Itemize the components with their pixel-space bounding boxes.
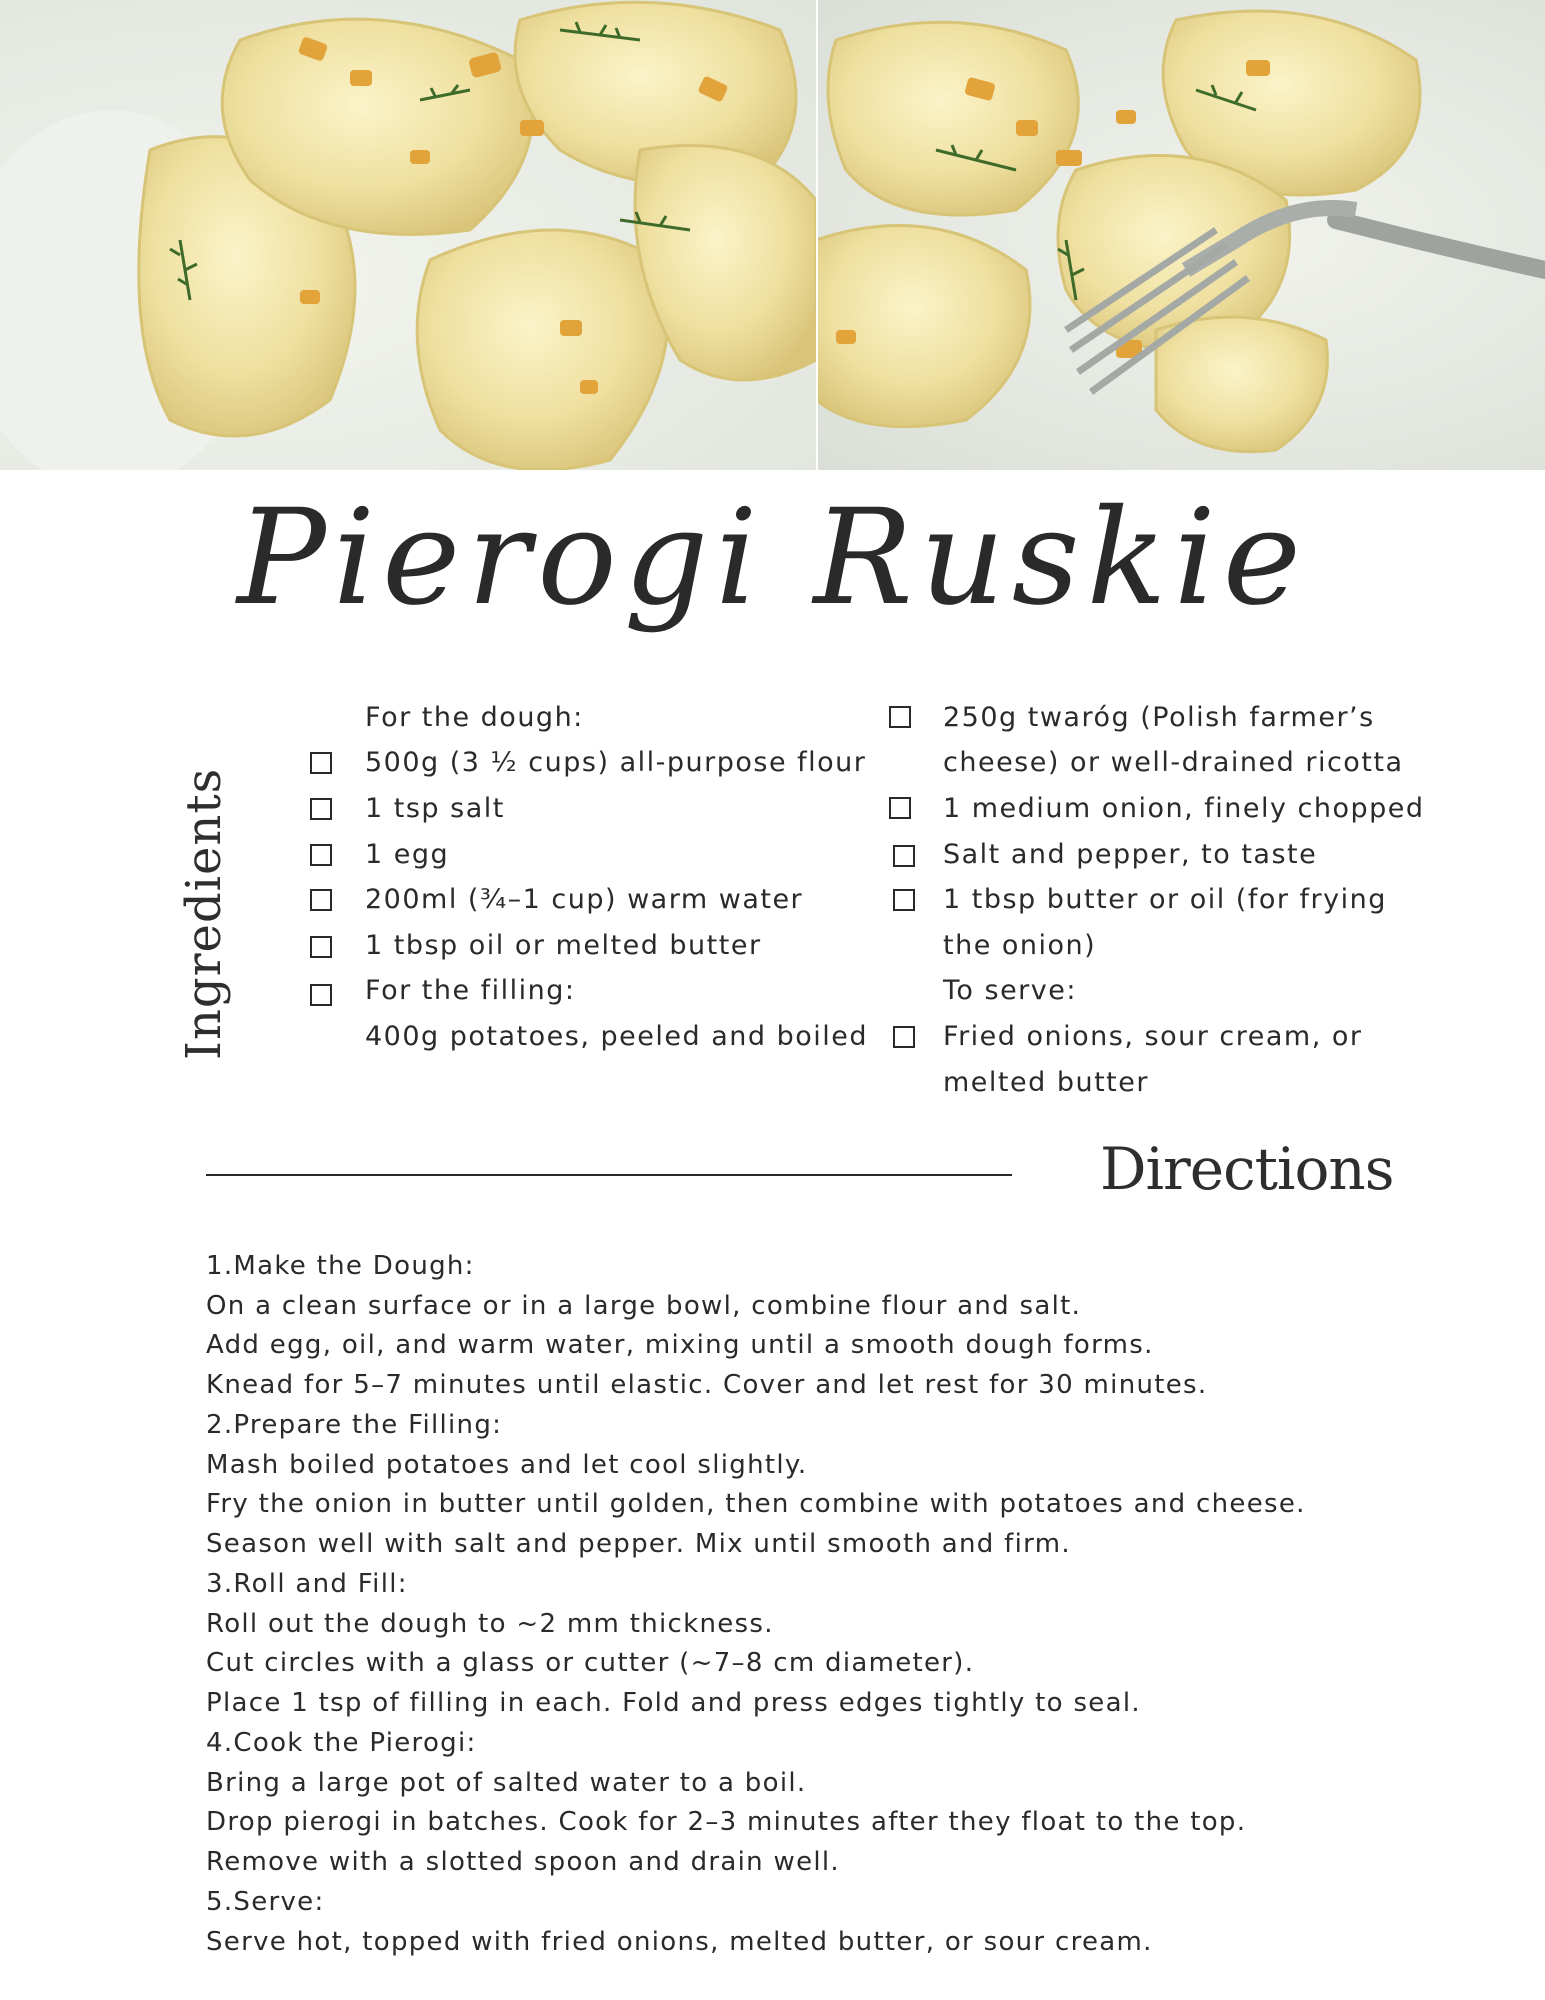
- pierogi-plate-illustration: [0, 0, 816, 470]
- direction-line: Add egg, oil, and warm water, mixing until a smooth dough forms.: [206, 1330, 1154, 1360]
- direction-line: Drop pierogi in batches. Cook for 2–3 minutes after they float to the top.: [206, 1807, 1247, 1837]
- section-divider: [206, 1174, 1012, 1176]
- direction-line: Season well with salt and pepper. Mix until smooth and firm.: [206, 1529, 1071, 1559]
- direction-line: On a clean surface or in a large bowl, combine flour and salt.: [206, 1291, 1082, 1321]
- ingredient-item: 400g potatoes, peeled and boiled: [365, 1021, 868, 1052]
- dumpling: [816, 225, 1030, 426]
- ingredient-item: melted butter: [943, 1067, 1149, 1098]
- ingredient-item: For the filling:: [365, 975, 576, 1006]
- ingredient-item: Fried onions, sour cream, or: [943, 1021, 1363, 1052]
- ingredient-checkbox[interactable]: [889, 706, 911, 728]
- pierogi-plate-photo: [0, 0, 816, 470]
- ingredient-item: 1 tbsp oil or melted butter: [365, 930, 762, 961]
- dumpling: [417, 230, 668, 470]
- ingredient-checkbox[interactable]: [310, 984, 332, 1006]
- ingredient-checkbox[interactable]: [893, 1026, 915, 1048]
- direction-line: Serve hot, topped with fried onions, melted butter, or sour cream.: [206, 1927, 1153, 1957]
- ingredient-checkbox[interactable]: [893, 889, 915, 911]
- ingredient-item: 200ml (¾–1 cup) warm water: [365, 884, 804, 915]
- dumpling: [1156, 317, 1327, 452]
- ingredient-item: To serve:: [943, 975, 1077, 1006]
- ingredient-item: 250g twaróg (Polish farmer’s: [943, 702, 1375, 733]
- ingredient-item: 1 tbsp butter or oil (for frying: [943, 884, 1387, 915]
- ingredients-heading: Ingredients: [176, 767, 232, 1060]
- direction-step-heading: 2.Prepare the Filling:: [206, 1410, 503, 1440]
- pierogi-fork-illustration: [816, 0, 1545, 470]
- ingredient-checkbox[interactable]: [889, 797, 911, 819]
- ingredient-item: 1 tsp salt: [365, 793, 505, 824]
- photo-divider: [816, 0, 818, 470]
- direction-line: Roll out the dough to ~2 mm thickness.: [206, 1609, 774, 1639]
- direction-line: Mash boiled potatoes and let cool slightly.: [206, 1450, 808, 1480]
- ingredient-checkbox[interactable]: [310, 752, 332, 774]
- direction-step-heading: 1.Make the Dough:: [206, 1251, 475, 1281]
- hero-photos: [0, 0, 1545, 470]
- direction-step-heading: 4.Cook the Pierogi:: [206, 1728, 477, 1758]
- direction-line: Knead for 5–7 minutes until elastic. Cover and let rest for 30 minutes.: [206, 1370, 1208, 1400]
- ingredient-checkbox[interactable]: [310, 889, 332, 911]
- ingredient-checkbox[interactable]: [310, 936, 332, 958]
- ingredient-checkbox[interactable]: [310, 844, 332, 866]
- ingredient-item: 1 medium onion, finely chopped: [943, 793, 1425, 824]
- ingredient-item: Salt and pepper, to taste: [943, 839, 1318, 870]
- ingredient-item: 500g (3 ½ cups) all-purpose flour: [365, 747, 867, 778]
- ingredient-checkbox[interactable]: [310, 798, 332, 820]
- ingredient-item: 1 egg: [365, 839, 450, 870]
- direction-step-heading: 3.Roll and Fill:: [206, 1569, 408, 1599]
- page-title: Pierogi Ruskie: [237, 481, 1308, 635]
- pierogi-with-fork-photo: [816, 0, 1545, 470]
- direction-line: Cut circles with a glass or cutter (~7–8 cm diameter).: [206, 1648, 975, 1678]
- ingredient-item: cheese) or well-drained ricotta: [943, 747, 1404, 778]
- direction-line: Remove with a slotted spoon and drain well.: [206, 1847, 840, 1877]
- direction-line: Bring a large pot of salted water to a boil.: [206, 1768, 807, 1798]
- ingredient-item: For the dough:: [365, 702, 584, 733]
- ingredient-checkbox[interactable]: [893, 845, 915, 867]
- direction-step-heading: 5.Serve:: [206, 1887, 325, 1917]
- directions-heading: Directions: [1100, 1135, 1394, 1203]
- ingredient-item: the onion): [943, 930, 1097, 961]
- direction-line: Place 1 tsp of filling in each. Fold and press edges tightly to seal.: [206, 1688, 1141, 1718]
- dumpling: [828, 22, 1078, 215]
- direction-line: Fry the onion in butter until golden, then combine with potatoes and cheese.: [206, 1489, 1306, 1519]
